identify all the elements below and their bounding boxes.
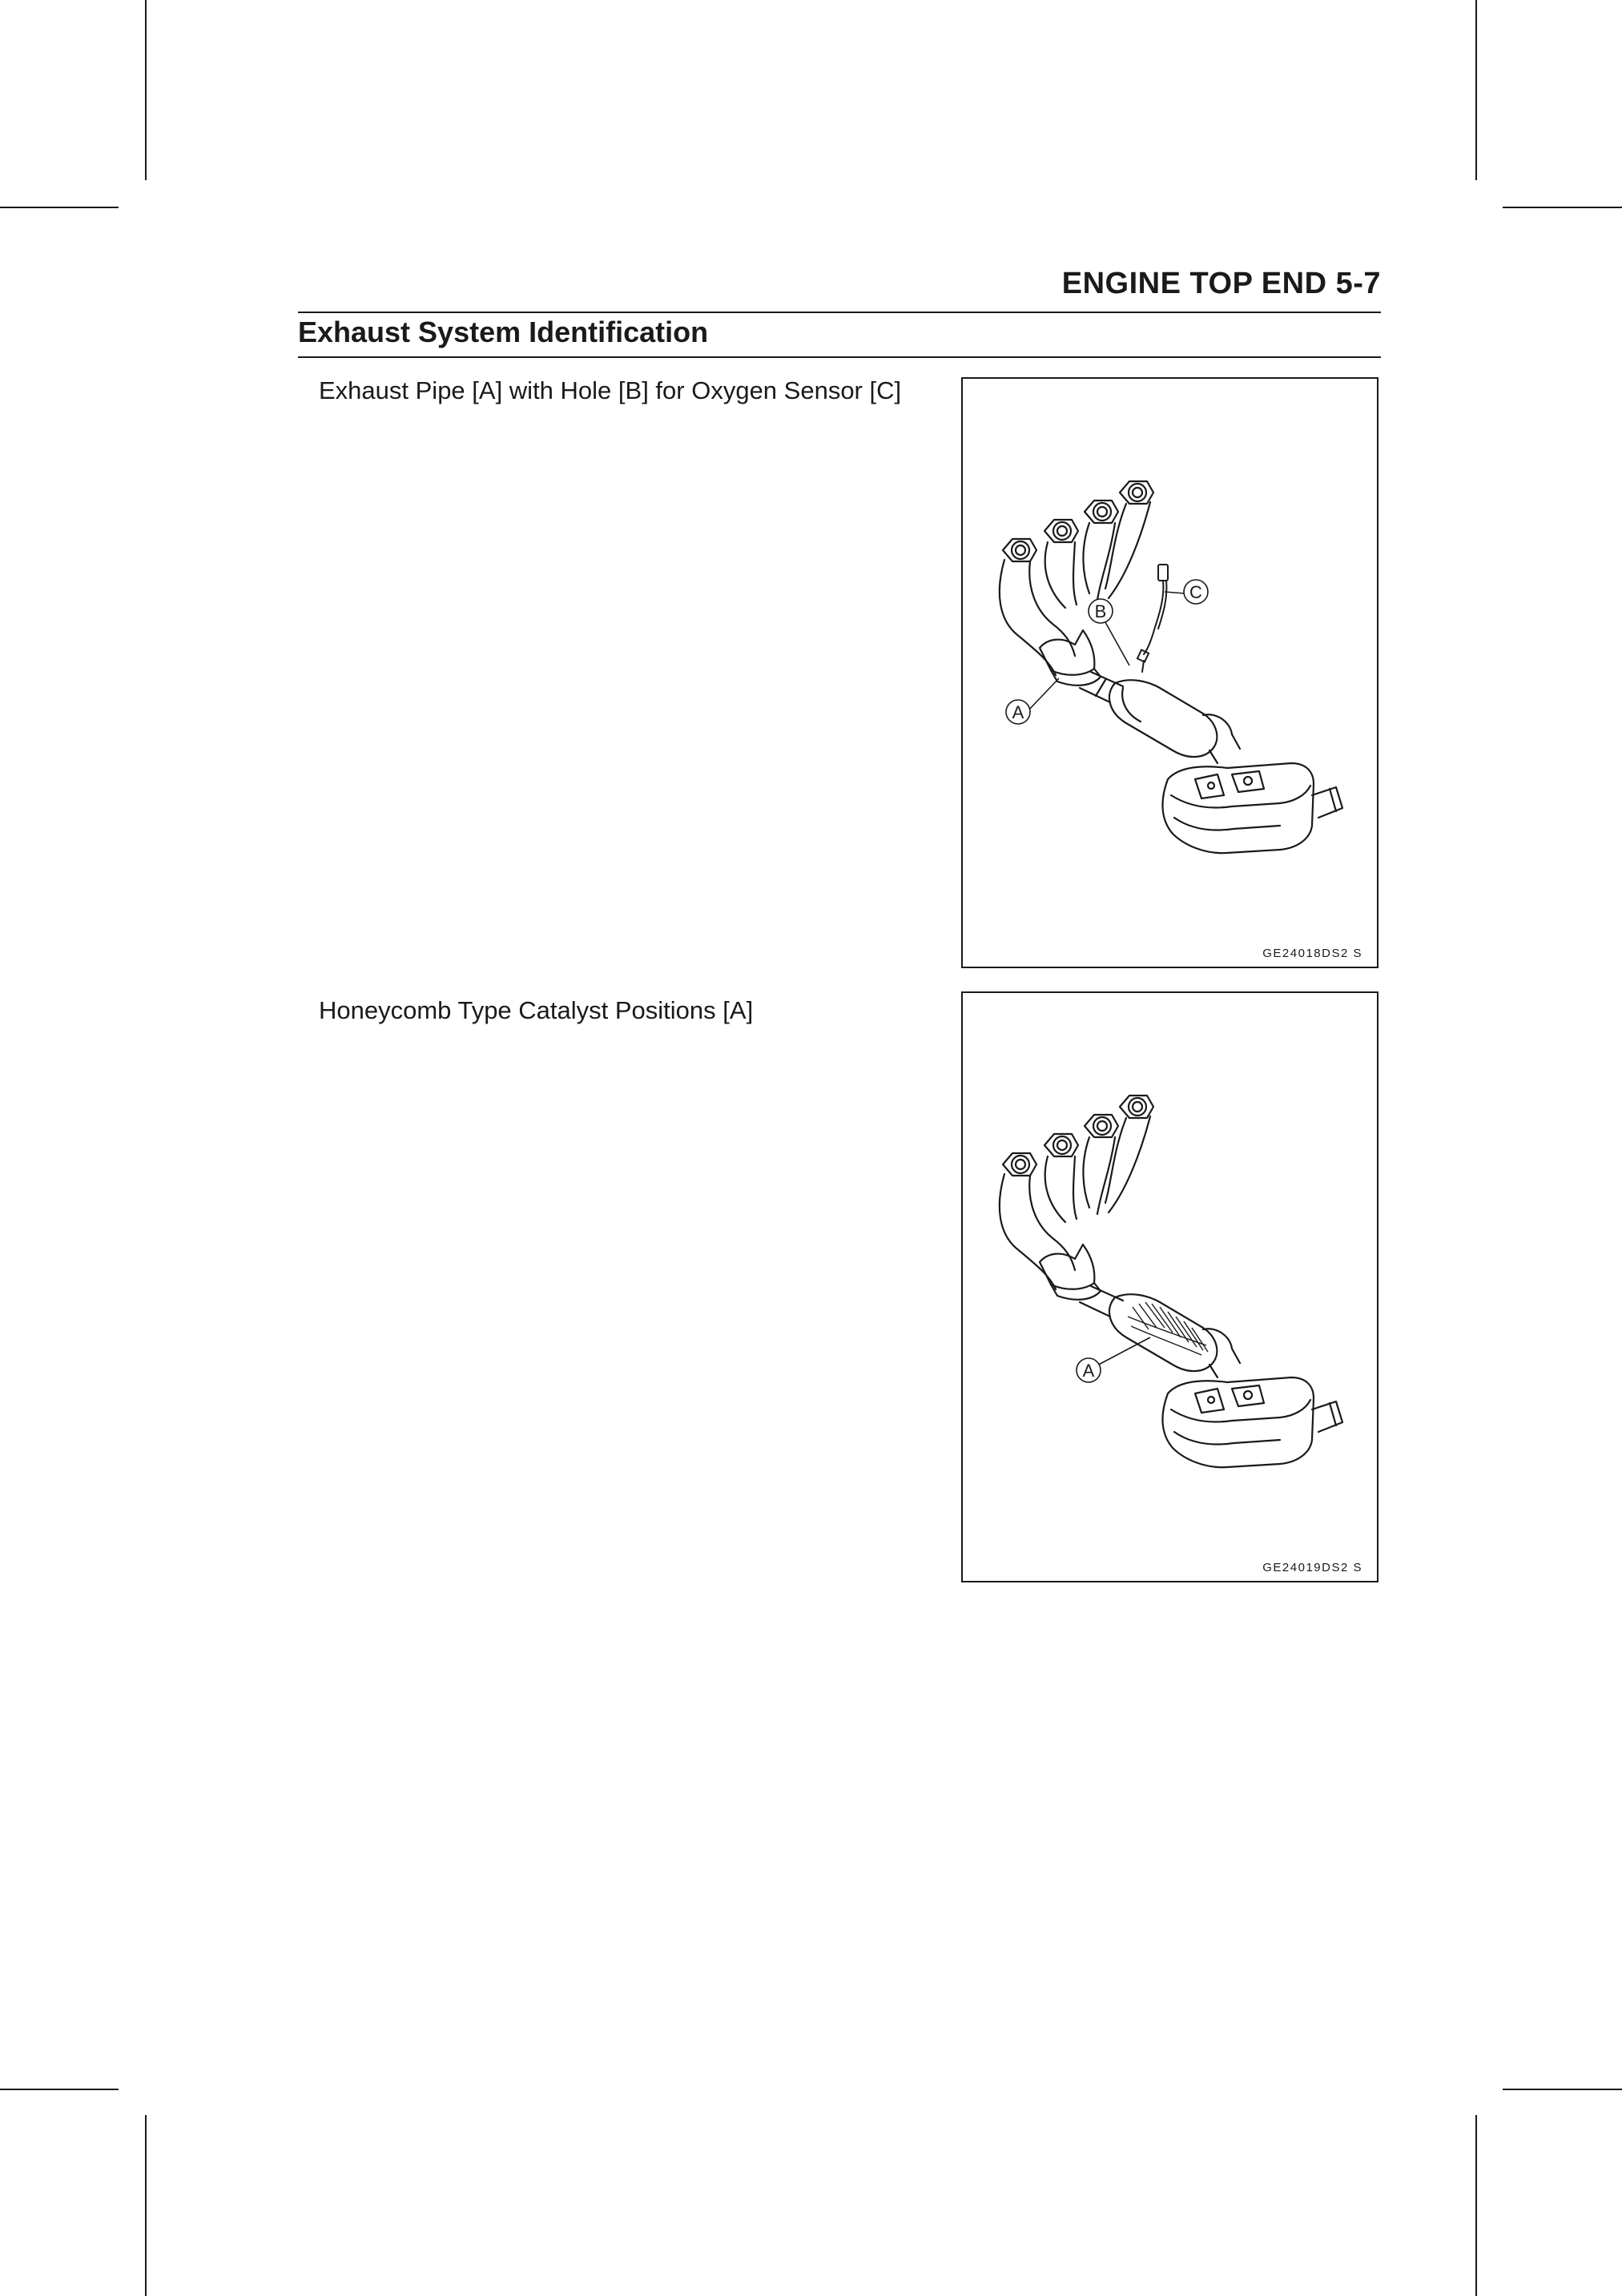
exhaust-pipe-figure: [961, 377, 1378, 968]
crop-mark: [0, 207, 119, 208]
exhaust-port-flange: [1003, 1096, 1153, 1176]
header-rule: [298, 312, 1381, 313]
callout-label: A: [1082, 1361, 1095, 1381]
crop-mark: [0, 2089, 119, 2090]
oxygen-sensor: [1137, 565, 1168, 672]
section-rule: [298, 356, 1381, 358]
crop-mark: [1475, 0, 1477, 180]
page-header: ENGINE TOP END 5-7: [1061, 267, 1381, 300]
exhaust-system-illustration: [963, 379, 1380, 970]
figure-caption: Exhaust Pipe [A] with Hole [B] for Oxygen Sensor [C]: [319, 376, 902, 404]
honeycomb-catalyst: [1128, 1302, 1208, 1355]
figure-code: GE24018DS2 S: [1262, 947, 1362, 960]
crop-mark: [145, 0, 147, 180]
figure-code: GE24019DS2 S: [1262, 1561, 1362, 1574]
callout-label: C: [1189, 582, 1202, 602]
crop-mark: [1503, 207, 1622, 208]
crop-mark: [1503, 2089, 1622, 2090]
figure-caption: Honeycomb Type Catalyst Positions [A]: [319, 996, 754, 1024]
callout-label: B: [1094, 601, 1107, 621]
catalyst-figure: [961, 991, 1378, 1582]
section-title: Exhaust System Identification: [298, 316, 709, 348]
callout-label: A: [1012, 702, 1024, 722]
crop-mark: [1475, 2115, 1477, 2296]
catalyst-illustration: [963, 993, 1380, 1584]
crop-mark: [145, 2115, 147, 2296]
exhaust-port-flange: [1003, 481, 1153, 561]
